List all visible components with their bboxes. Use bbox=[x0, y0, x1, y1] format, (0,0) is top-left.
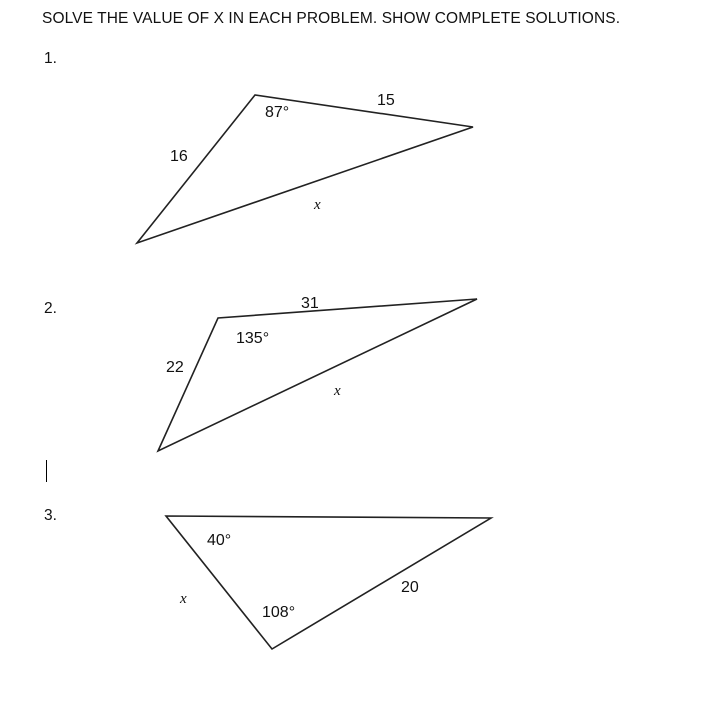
problem-2-side-22: 22 bbox=[166, 359, 184, 376]
problem-2-side-31: 31 bbox=[301, 295, 319, 312]
problem-1-figure bbox=[137, 92, 473, 243]
triangle-1 bbox=[137, 95, 473, 243]
triangle-2 bbox=[158, 299, 477, 451]
problem-3-side-20: 20 bbox=[401, 579, 419, 596]
problem-3-number: 3. bbox=[44, 507, 57, 524]
problem-2-number: 2. bbox=[44, 300, 57, 317]
problem-1-side-16: 16 bbox=[170, 148, 188, 165]
problem-1-angle-87: 87° bbox=[265, 104, 290, 121]
problem-2-figure bbox=[158, 295, 477, 451]
problem-1-unknown-x: x bbox=[314, 197, 321, 213]
problem-1-number: 1. bbox=[44, 50, 57, 67]
problem-3-angle-40: 40° bbox=[207, 532, 232, 549]
problem-3-unknown-x: x bbox=[180, 591, 187, 607]
problem-2-unknown-x: x bbox=[334, 383, 341, 399]
problem-1-side-15: 15 bbox=[377, 92, 395, 109]
problem-3-figure bbox=[166, 516, 491, 649]
worksheet-instructions: SOLVE THE VALUE OF X IN EACH PROBLEM. SHOW COMPLETE SOLUTIONS. bbox=[42, 10, 621, 27]
problem-2-angle-135: 135° bbox=[236, 330, 270, 347]
problem-3-angle-108: 108° bbox=[262, 604, 296, 621]
